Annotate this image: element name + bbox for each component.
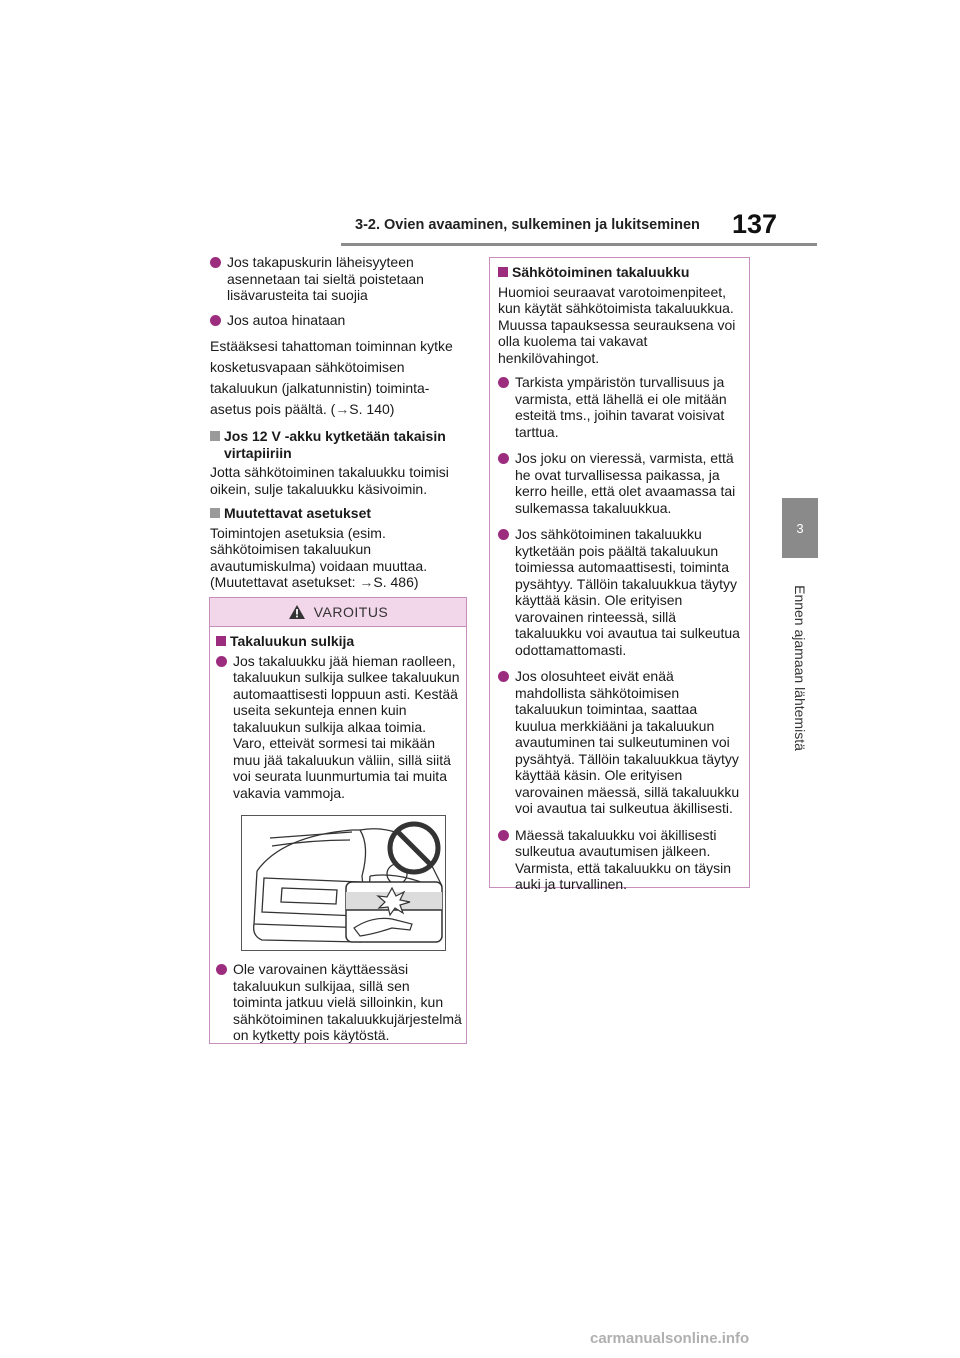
- list-item: [498, 374, 741, 440]
- bullet-dot-icon: [210, 257, 221, 268]
- bullet-text: Jos takapuskurin läheisyyteen asennetaan tai sieltä poistetaan lisävarusteita tai suojia: [227, 254, 424, 303]
- warning-triangle-icon: [288, 604, 306, 620]
- page-reference-link[interactable]: S. 486): [373, 574, 419, 590]
- header-divider: [341, 243, 817, 246]
- bullet-dot-icon: [498, 671, 509, 682]
- section-title: 3-2. Ovien avaaminen, sulkeminen ja lukitseminen: [355, 217, 700, 233]
- list-item: [498, 450, 741, 516]
- arrow-icon: →: [359, 574, 374, 590]
- bullet-text: Jos joku on vieressä, varmista, että he ovat turvallisessa paikassa, ja kerro heille, että olet avaamassa tai sulkemassa takaluukkua.: [515, 450, 736, 516]
- arrow-icon: →: [335, 401, 350, 417]
- bullet-dot-icon: [498, 529, 509, 540]
- chapter-number: 3: [796, 520, 804, 536]
- left-column: [210, 254, 468, 599]
- paragraph-text: Toimintojen asetuksia (esim. sähkötoimisen takaluukun avautumiskulma) voidaan muuttaa. (Muutettavat asetukset:: [210, 524, 428, 590]
- watermark: carmanualsonline.info: [590, 1330, 750, 1347]
- heading-text: Jos 12 V -akku kytketään takaisin virtapiiriin: [224, 428, 446, 461]
- bullet-text: Ole varovainen käyttäessäsi takaluukun sulkijaa, sillä sen toiminta jatkuu vielä silloinkin, kun sähkötoiminen takaluukkujärjestelmä on kytketty pois käytöstä.: [233, 961, 462, 1043]
- warning-header: [210, 598, 466, 627]
- bullet-text: Tarkista ympäristön turvallisuus ja varmista, että lähellä ei ole mitään esteitä tms., joihin tavarat voisivat tarttua.: [515, 374, 727, 440]
- bullet-text: Jos olosuhteet eivät enää mahdollista sähkötoimisen takaluukun toimintaa, saattaa kuulua merkkiääni ja takaluukun avautuminen tai sulkeutuminen voi pysähtyä. Tällöin takaluukkua täytyy käyttää käsin. Ole erityisen varovainen mäessä, sillä takaluukku voi avautua tai sulkeutua äkillisesti.: [515, 668, 740, 816]
- bullet-text: Jos sähkötoiminen takaluukku kytketään pois päältä takaluukun toimiessa automaattisesti, toiminta pysähtyy. Tällöin takaluukkua täytyy käyttää käsin. Ole erityisen varovainen rinteessä, sillä takaluukku voi avautua tai sulkeutua odottamattomasti.: [515, 526, 740, 658]
- chapter-label: Ennen ajamaan lähtemistä: [792, 585, 808, 751]
- paragraph-text: Estääksesi tahattoman toiminnan kytke kosketusvapaan sähkötoimisen takaluukun (jalkatunnistin) toiminta-asetus pois päältä. (: [210, 338, 453, 417]
- chapter-tab: [782, 498, 818, 558]
- list-item: [216, 961, 462, 1044]
- page-number: 137: [732, 209, 778, 239]
- bullet-text: Jos autoa hinataan: [227, 311, 346, 328]
- square-bullet-icon: [498, 267, 508, 277]
- bullet-text: Mäessä takaluukku voi äkillisesti sulkeutua avautumisen jälkeen. Varmista, että takaluukku on täysin auki ja turvallinen.: [515, 826, 732, 892]
- paragraph: Jotta sähkötoiminen takaluukku toimisi oikein, sulje takaluukku käsivoimin.: [210, 464, 449, 497]
- list-item: [498, 526, 741, 658]
- bullet-dot-icon: [210, 315, 221, 326]
- caution-heading: [498, 264, 741, 281]
- car-rear-tailgate-icon: [242, 816, 445, 950]
- warning-body: [210, 627, 466, 1044]
- warning-box: [209, 597, 467, 1044]
- heading-text: Takaluukun sulkija: [230, 633, 355, 649]
- paragraph: [210, 336, 468, 420]
- paragraph: [210, 525, 468, 591]
- list-item: [216, 653, 462, 802]
- paragraph: Huomioi seuraavat varotoimenpiteet, kun käytät sähkötoimista takaluukkua. Muussa tapauksessa seurauksena voi olla kuolema tai vakavat henkilövahingot.: [498, 283, 736, 366]
- warning-title: VAROITUS: [313, 604, 389, 620]
- subsection-heading: [210, 505, 468, 522]
- bullet-dot-icon: [216, 656, 227, 667]
- bullet-dot-icon: [498, 377, 509, 388]
- list-item: [210, 312, 468, 329]
- bullet-dot-icon: [498, 453, 509, 464]
- heading-text: Muutettavat asetukset: [224, 505, 372, 521]
- page-reference-link[interactable]: S. 140): [349, 401, 395, 417]
- bullet-dot-icon: [216, 964, 227, 975]
- square-bullet-icon: [210, 508, 220, 518]
- bullet-dot-icon: [498, 830, 509, 841]
- list-item: [210, 254, 468, 304]
- square-bullet-icon: [216, 636, 226, 646]
- list-item: [498, 668, 741, 817]
- square-bullet-icon: [210, 431, 220, 441]
- heading-text: Sähkötoiminen takaluukku: [512, 264, 690, 280]
- warning-heading: [216, 633, 462, 650]
- bullet-text: Jos takaluukku jää hieman raolleen, takaluukun sulkija sulkee takaluukun automaattisesti loppuun asti. Kestää useita sekunteja ennen kuin takaluukun sulkija alkaa toimia. Varo, etteivät sormesi tai mikään muu jää takaluukun väliin, sillä siitä voi seurata luunmurtumia tai muita vakavia vammoja.: [233, 652, 460, 801]
- caution-box: [489, 257, 750, 892]
- tailgate-closer-illustration: [241, 815, 446, 951]
- list-item: [498, 827, 741, 893]
- subsection-heading: [210, 428, 468, 461]
